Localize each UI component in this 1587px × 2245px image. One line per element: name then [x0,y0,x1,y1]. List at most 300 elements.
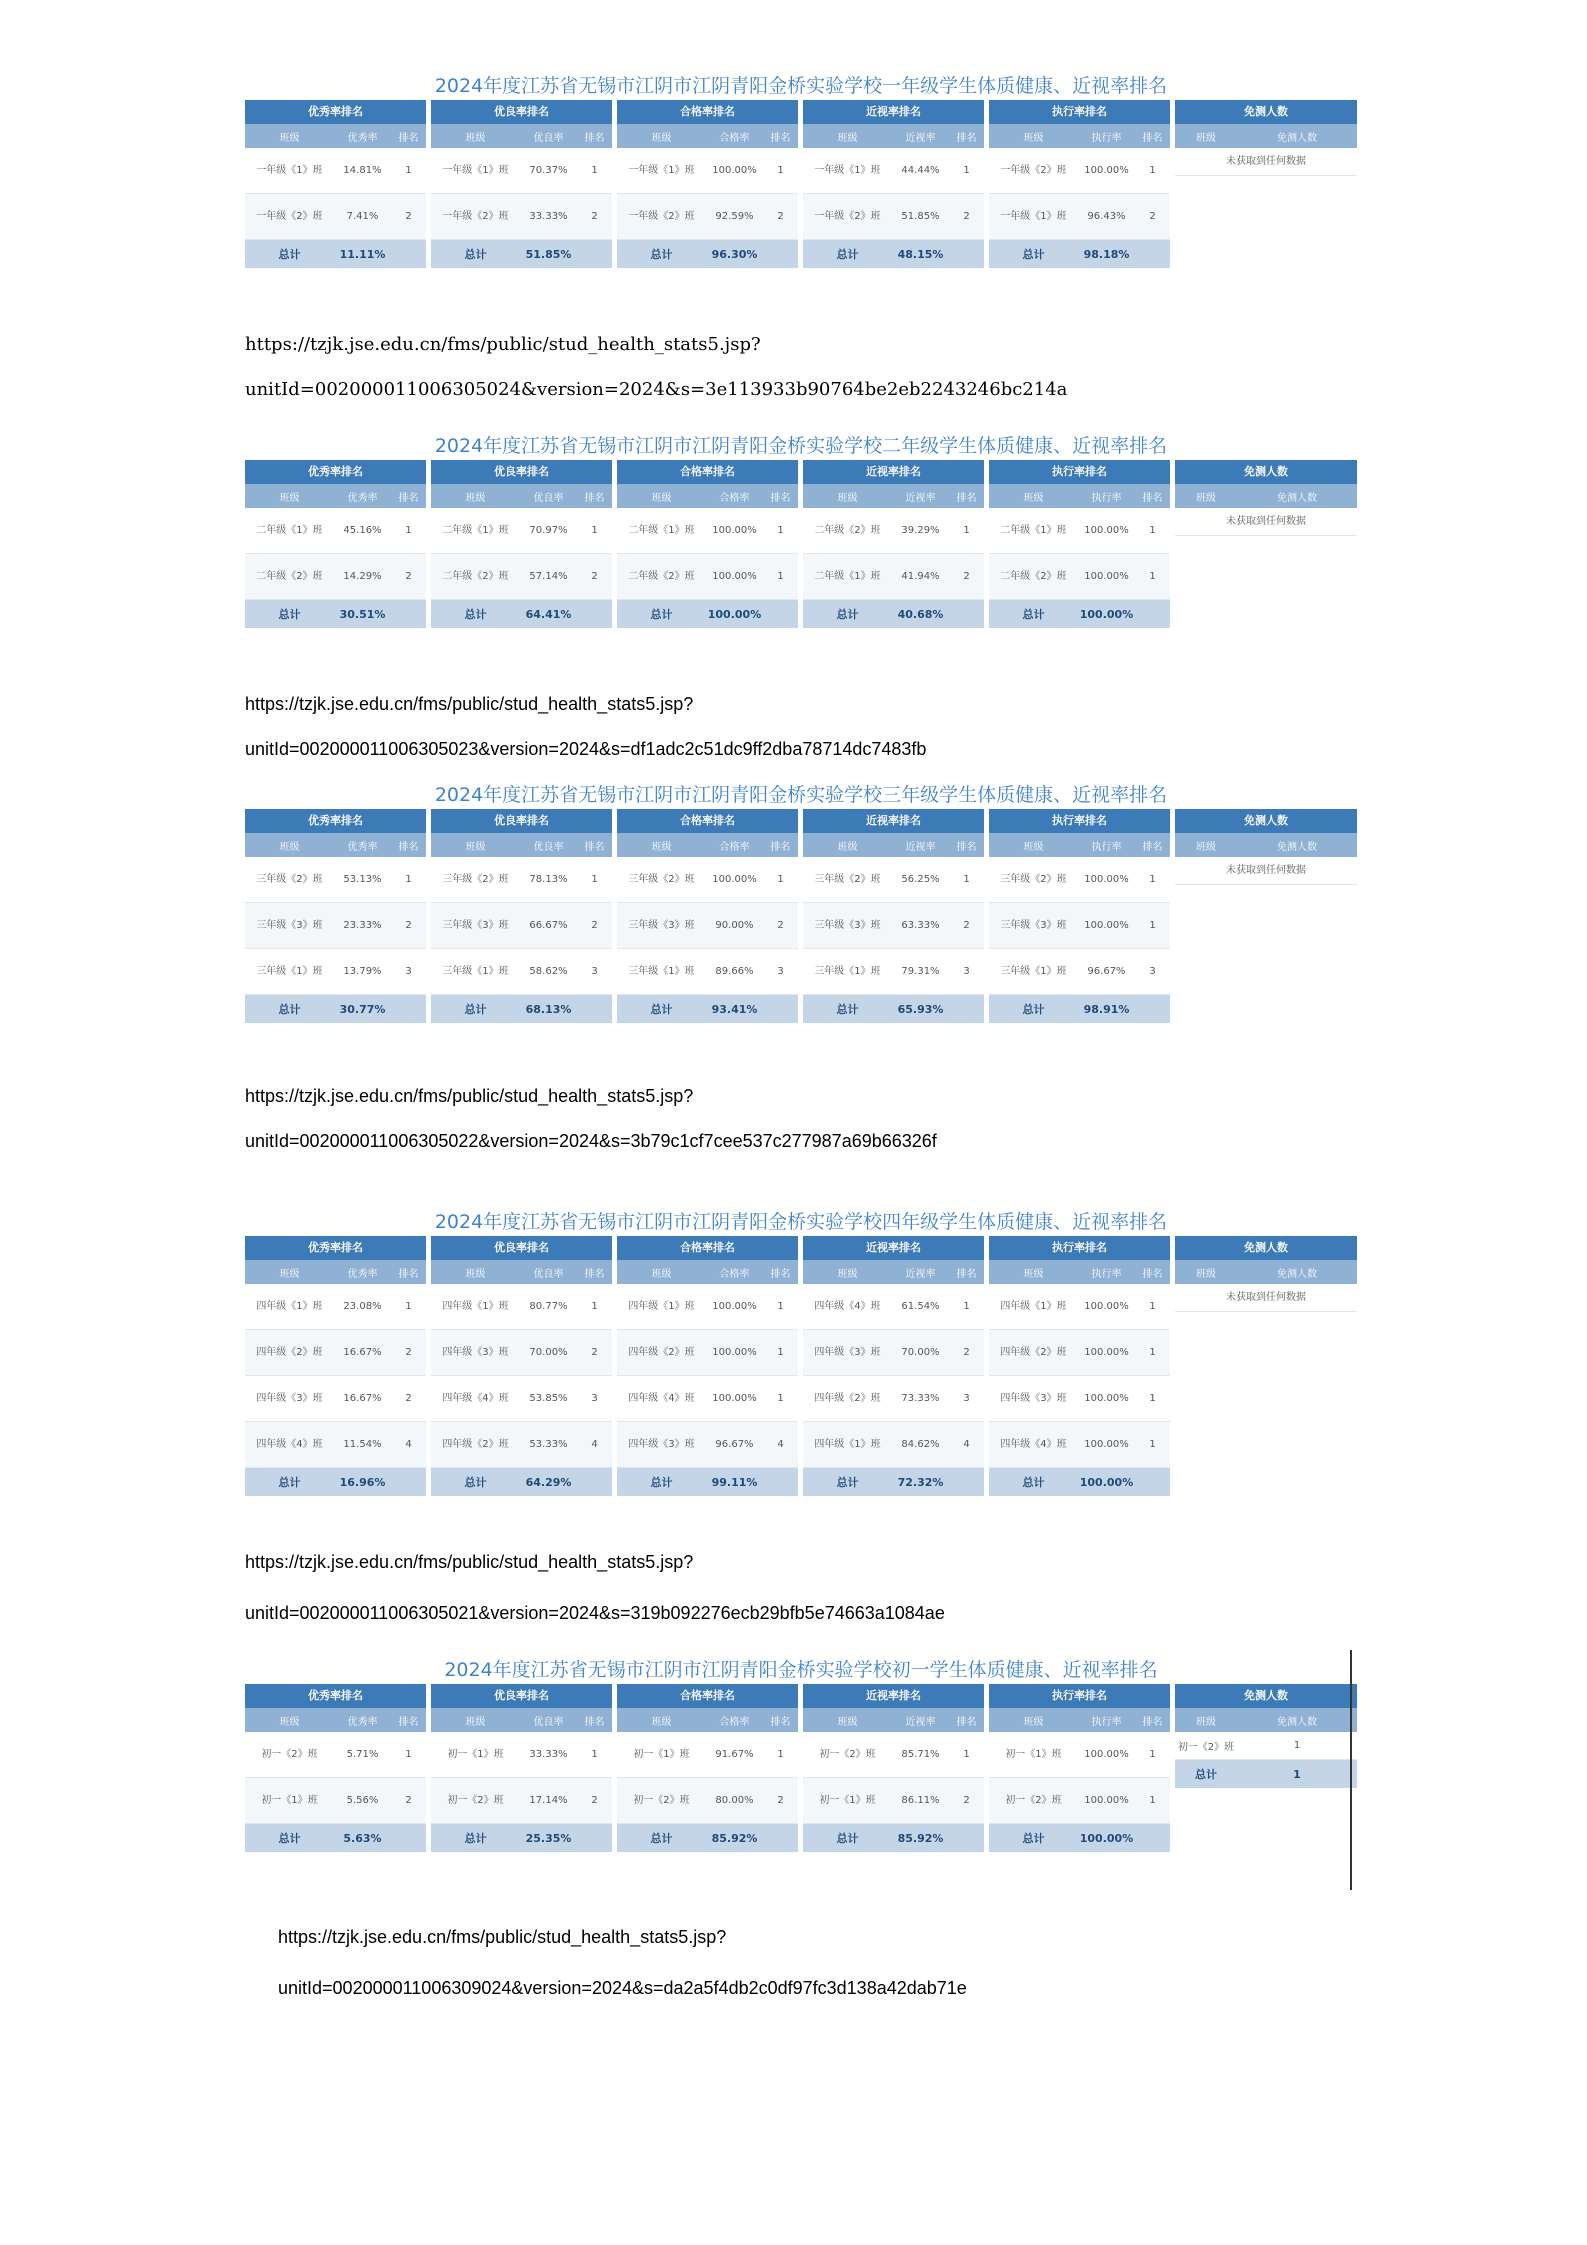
class-name-cell: 二年级《1》班 [628,524,695,536]
rank-cell: 1 [405,525,412,536]
exempt-table [1175,460,1357,536]
table-row [617,1422,798,1468]
total-spacer [1135,1468,1170,1496]
col-class-header: 班级 [465,132,486,144]
total-row [803,1824,984,1852]
ranking-table [989,809,1170,1023]
class-name-cell: 初一《2》班 [261,1748,318,1760]
class-name-cell: 一年级《2》班 [628,210,695,222]
table-header: 免测人数 [1175,460,1357,484]
total-value: 5.63% [343,1831,382,1845]
table-body [617,148,798,240]
class-name-cell: 初一《1》班 [633,1748,690,1760]
rate-cell: 100.00% [712,1301,757,1312]
table-row [245,857,426,903]
rate-cell: 100.00% [1084,874,1129,885]
rank-cell: 2 [963,1347,970,1358]
col-count-header: 免测人数 [1277,132,1317,144]
table-header: 执行率排名 [989,100,1170,124]
no-data-message: 未获取到任何数据 [1175,857,1357,885]
total-label: 总计 [1195,1768,1217,1781]
rate-cell: 100.00% [1084,1439,1129,1450]
junior1-ranking-section [245,1656,1357,1852]
table-row [989,1778,1170,1824]
column-header-row [1175,1708,1357,1732]
total-value: 98.91% [1083,1002,1130,1016]
rate-cell: 100.00% [712,165,757,176]
rate-cell: 80.77% [529,1301,568,1312]
col-class-header: 班级 [279,841,300,853]
rank-cell: 2 [591,571,598,582]
table-body [803,1732,984,1824]
total-row [245,1468,426,1496]
total-value: 16.96% [339,1475,386,1489]
rank-cell: 1 [963,1749,970,1760]
class-name-cell: 四年级《4》班 [256,1438,323,1450]
class-name-cell: 初一《2》班 [1177,1742,1235,1753]
table-row [617,903,798,949]
total-row [617,240,798,268]
class-name-cell: 三年级《1》班 [256,965,323,977]
rank-cell: 2 [405,1347,412,1358]
col-rank-header: 排名 [956,1268,977,1280]
rank-cell: 3 [591,966,598,977]
col-rate-header: 优良率 [533,841,564,853]
ranking-table [803,1236,984,1496]
col-rate-header: 近视率 [905,492,936,504]
column-header-row [617,484,798,508]
rate-cell: 73.33% [901,1393,940,1404]
rank-cell: 1 [591,874,598,885]
total-label: 总计 [464,1832,487,1845]
col-rate-header: 近视率 [905,841,936,853]
ranking-grid [245,809,1357,1023]
table-row [431,1732,612,1778]
ranking-grid [245,460,1357,628]
rank-cell: 2 [405,920,412,931]
col-rate-header: 执行率 [1091,132,1122,144]
rate-cell: 16.67% [343,1393,382,1404]
total-spacer [1135,240,1170,268]
class-name-cell: 三年级《2》班 [1000,873,1067,885]
total-spacer [1135,1824,1170,1852]
total-value: 25.35% [525,1831,572,1845]
total-row [617,1824,798,1852]
ranking-table [989,1236,1170,1496]
column-header-row [431,833,612,857]
total-label: 总计 [836,1003,859,1016]
total-spacer [949,1468,984,1496]
col-rate-header: 优良率 [533,132,564,144]
ranking-grid [245,100,1357,268]
table-row [617,1732,798,1778]
class-name-cell: 三年级《1》班 [628,965,695,977]
table-row [431,1284,612,1330]
class-name-cell: 四年级《3》班 [1000,1392,1067,1404]
grade2-ranking-section [245,432,1357,628]
table-row [803,903,984,949]
rate-cell: 14.29% [343,571,382,582]
column-header-row [1175,124,1357,148]
class-name-cell: 初一《2》班 [633,1794,690,1806]
col-class-header: 班级 [837,841,858,853]
total-row [245,600,426,628]
table-header: 执行率排名 [989,460,1170,484]
total-spacer [763,995,798,1023]
col-class-header: 班级 [465,841,486,853]
column-header-row [617,1708,798,1732]
total-spacer [763,1824,798,1852]
ranking-table [617,809,798,1023]
total-value: 100.00% [1079,1831,1134,1845]
total-label: 总计 [278,1003,301,1016]
column-header-row [1175,1260,1357,1284]
table-row [617,554,798,600]
rank-cell: 2 [777,211,784,222]
table-row [803,857,984,903]
col-class-header: 班级 [651,1716,672,1728]
rate-cell: 84.62% [901,1439,940,1450]
ranking-table [989,100,1170,268]
column-header-row [617,124,798,148]
ranking-table [803,809,984,1023]
rank-cell: 1 [1149,165,1156,176]
ranking-table [617,1684,798,1852]
rank-cell: 1 [777,525,784,536]
col-class-header: 班级 [1196,1268,1216,1280]
class-name-cell: 一年级《2》班 [256,210,323,222]
rank-cell: 1 [777,1301,784,1312]
rate-cell: 100.00% [1084,571,1129,582]
rate-cell: 100.00% [712,1347,757,1358]
class-name-cell: 初一《1》班 [819,1794,876,1806]
col-rank-header: 排名 [398,492,419,504]
link-url-line1: https://tzjk.jse.edu.cn/fms/public/stud_health_stats5.jsp? [245,694,694,714]
total-label: 总计 [1022,1832,1045,1845]
rate-cell: 70.00% [529,1347,568,1358]
col-rank-header: 排名 [956,492,977,504]
col-class-header: 班级 [1196,492,1216,504]
total-label: 总计 [464,248,487,261]
rank-cell: 2 [1149,211,1156,222]
col-class-header: 班级 [1023,492,1044,504]
rate-cell: 91.67% [715,1749,754,1760]
rank-cell: 1 [963,874,970,885]
rate-cell: 100.00% [712,571,757,582]
table-body [989,857,1170,995]
table-row [989,1376,1170,1422]
rate-cell: 33.33% [529,1749,568,1760]
rate-cell: 33.33% [529,211,568,222]
rank-cell: 1 [777,1393,784,1404]
total-row [803,995,984,1023]
class-name-cell: 三年级《3》班 [1000,919,1067,931]
class-name-cell: 二年级《2》班 [256,570,323,582]
table-header: 优良率排名 [431,809,612,833]
rank-cell: 2 [405,1795,412,1806]
rate-cell: 100.00% [712,525,757,536]
total-value: 40.68% [897,607,944,621]
rank-cell: 1 [591,1749,598,1760]
total-value: 85.92% [897,1831,944,1845]
total-spacer [391,1824,426,1852]
column-header-row [245,1260,426,1284]
rate-cell: 78.13% [529,874,568,885]
no-data-message: 未获取到任何数据 [1175,1284,1357,1312]
ranking-table [431,809,612,1023]
class-name-cell: 三年级《1》班 [814,965,881,977]
count-cell: 1 [1293,1740,1301,1751]
col-rate-header: 优秀率 [347,841,378,853]
class-name-cell: 四年级《2》班 [628,1346,695,1358]
table-row [803,1330,984,1376]
class-name-cell: 初一《1》班 [261,1794,318,1806]
table-row [617,508,798,554]
class-name-cell: 四年级《1》班 [256,1300,323,1312]
total-row [431,600,612,628]
total-spacer [391,1468,426,1496]
rate-cell: 5.56% [346,1795,379,1806]
rate-cell: 100.00% [1084,1347,1129,1358]
table-row [245,1732,426,1778]
ranking-table [803,460,984,628]
total-spacer [391,995,426,1023]
class-name-cell: 三年级《3》班 [814,919,881,931]
rank-cell: 1 [591,1301,598,1312]
class-name-cell: 一年级《1》班 [442,164,509,176]
table-row [617,148,798,194]
ranking-table [431,100,612,268]
rate-cell: 96.67% [1087,966,1126,977]
total-row [431,995,612,1023]
total-value: 1 [1293,1767,1301,1781]
col-rank-header: 排名 [584,492,605,504]
table-header: 优良率排名 [431,1236,612,1260]
col-rate-header: 合格率 [719,841,750,853]
total-value: 85.92% [711,1831,758,1845]
screenshot-border-line [1350,1650,1352,1890]
col-class-header: 班级 [837,492,858,504]
rate-cell: 96.43% [1087,211,1126,222]
total-spacer [577,995,612,1023]
rank-cell: 1 [963,165,970,176]
exempt-table [1175,1236,1357,1312]
total-label: 总计 [836,608,859,621]
total-value: 64.29% [525,1475,572,1489]
col-rank-header: 排名 [1142,1716,1163,1728]
rate-cell: 89.66% [715,966,754,977]
class-name-cell: 四年级《1》班 [1000,1300,1067,1312]
col-rank-header: 排名 [1142,492,1163,504]
col-rank-header: 排名 [770,132,791,144]
total-value: 100.00% [1079,607,1134,621]
rate-cell: 90.00% [715,920,754,931]
col-count-header: 免测人数 [1277,1716,1317,1728]
exempt-table [1175,1684,1357,1788]
col-rank-header: 排名 [584,841,605,853]
table-row [989,148,1170,194]
class-name-cell: 三年级《1》班 [442,965,509,977]
total-value: 98.18% [1083,247,1130,261]
ranking-table [245,1684,426,1852]
ranking-table [617,100,798,268]
total-label: 总计 [650,248,673,261]
column-header-row [245,124,426,148]
class-name-cell: 初一《2》班 [447,1794,504,1806]
class-name-cell: 四年级《3》班 [256,1392,323,1404]
col-rate-header: 近视率 [905,1716,936,1728]
section-title: 2024年度江苏省无锡市江阴市江阴青阳金桥实验学校三年级学生体质健康、近视率排名 [434,784,1168,806]
section-title: 2024年度江苏省无锡市江阴市江阴青阳金桥实验学校二年级学生体质健康、近视率排名 [434,435,1168,457]
table-row [245,508,426,554]
rank-cell: 1 [1149,1795,1156,1806]
link-url-line1: https://tzjk.jse.edu.cn/fms/public/stud_health_stats5.jsp? [245,1552,694,1572]
table-header: 近视率排名 [803,809,984,833]
table-row [617,1778,798,1824]
total-row [617,600,798,628]
table-row [803,194,984,240]
column-header-row [1175,833,1357,857]
total-value: 100.00% [707,607,762,621]
rank-cell: 1 [1149,525,1156,536]
table-row [617,194,798,240]
rate-cell: 23.33% [343,920,382,931]
total-spacer [949,1824,984,1852]
ranking-table [245,809,426,1023]
col-class-header: 班级 [651,492,672,504]
ranking-table [989,1684,1170,1852]
table-header: 优秀率排名 [245,460,426,484]
rank-cell: 1 [1149,571,1156,582]
table-body [617,508,798,600]
rank-cell: 1 [963,525,970,536]
rank-cell: 2 [591,1347,598,1358]
total-spacer [577,1824,612,1852]
table-header: 合格率排名 [617,1684,798,1708]
table-row [431,194,612,240]
class-name-cell: 二年级《1》班 [256,524,323,536]
class-name-cell: 三年级《2》班 [256,873,323,885]
total-spacer [1135,600,1170,628]
table-header: 免测人数 [1175,1684,1357,1708]
table-row [989,508,1170,554]
table-header: 执行率排名 [989,809,1170,833]
col-count-header: 免测人数 [1277,841,1317,853]
table-row [431,949,612,995]
ranking-table [617,460,798,628]
total-spacer [577,1468,612,1496]
link-url-line2: unitId=002000011006305023&version=2024&s=df1adc2c51dc9ff2dba78714dc7483fb [245,739,927,759]
col-rate-header: 执行率 [1091,841,1122,853]
class-name-cell: 四年级《4》班 [442,1392,509,1404]
col-rate-header: 执行率 [1091,1716,1122,1728]
col-rank-header: 排名 [584,1268,605,1280]
class-name-cell: 四年级《1》班 [442,1300,509,1312]
class-name-cell: 初一《2》班 [819,1748,876,1760]
column-header-row [245,833,426,857]
total-label: 总计 [464,1476,487,1489]
table-body [245,857,426,995]
column-header-row [431,1708,612,1732]
rate-cell: 100.00% [1084,165,1129,176]
total-value: 93.41% [711,1002,758,1016]
table-row [245,1422,426,1468]
ranking-table [803,1684,984,1852]
col-rate-header: 近视率 [905,132,936,144]
rate-cell: 56.25% [901,874,940,885]
rank-cell: 3 [1149,966,1156,977]
rate-cell: 100.00% [1084,920,1129,931]
col-count-header: 免测人数 [1277,492,1317,504]
table-row [989,1284,1170,1330]
table-body [803,857,984,995]
total-row [431,1468,612,1496]
rate-cell: 13.79% [343,966,382,977]
rate-cell: 41.94% [901,571,940,582]
rank-cell: 2 [963,1795,970,1806]
total-row [1175,1760,1357,1788]
table-row [245,1376,426,1422]
total-value: 30.77% [339,1002,386,1016]
table-body [617,1284,798,1468]
class-name-cell: 一年级《1》班 [814,164,881,176]
table-row [245,949,426,995]
rate-cell: 92.59% [715,211,754,222]
total-spacer [949,600,984,628]
ranking-table [431,1236,612,1496]
column-header-row [803,124,984,148]
col-class-header: 班级 [837,1716,858,1728]
col-rate-header: 合格率 [719,1716,750,1728]
rank-cell: 2 [405,1393,412,1404]
col-class-header: 班级 [465,1268,486,1280]
rate-cell: 57.14% [529,571,568,582]
table-body [989,1284,1170,1468]
ranking-grid [245,1684,1357,1852]
total-label: 总计 [1022,608,1045,621]
rate-cell: 5.71% [346,1749,379,1760]
table-body [617,1732,798,1824]
total-row [803,1468,984,1496]
total-spacer [763,1468,798,1496]
ranking-table [431,1684,612,1852]
table-body [245,1732,426,1824]
total-label: 总计 [1022,248,1045,261]
class-name-cell: 四年级《1》班 [814,1438,881,1450]
class-name-cell: 三年级《3》班 [256,919,323,931]
table-body [803,1284,984,1468]
column-header-row [245,1708,426,1732]
column-header-row [617,1260,798,1284]
col-class-header: 班级 [279,132,300,144]
col-class-header: 班级 [1196,1716,1216,1728]
rate-cell: 66.67% [529,920,568,931]
link-url-line1: https://tzjk.jse.edu.cn/fms/public/stud_health_stats5.jsp? [245,334,761,355]
column-header-row [989,1708,1170,1732]
col-rate-header: 优秀率 [347,1268,378,1280]
rank-cell: 2 [591,1795,598,1806]
table-header: 优秀率排名 [245,1236,426,1260]
link-url-line2: unitId=002000011006305022&version=2024&s=3b79c1cf7cee537c277987a69b66326f [245,1131,937,1151]
class-name-cell: 四年级《3》班 [814,1346,881,1358]
col-rank-header: 排名 [770,841,791,853]
col-class-header: 班级 [1023,1268,1044,1280]
rate-cell: 70.97% [529,525,568,536]
table-row [989,857,1170,903]
column-header-row [245,484,426,508]
class-name-cell: 四年级《2》班 [814,1392,881,1404]
total-spacer [1135,995,1170,1023]
